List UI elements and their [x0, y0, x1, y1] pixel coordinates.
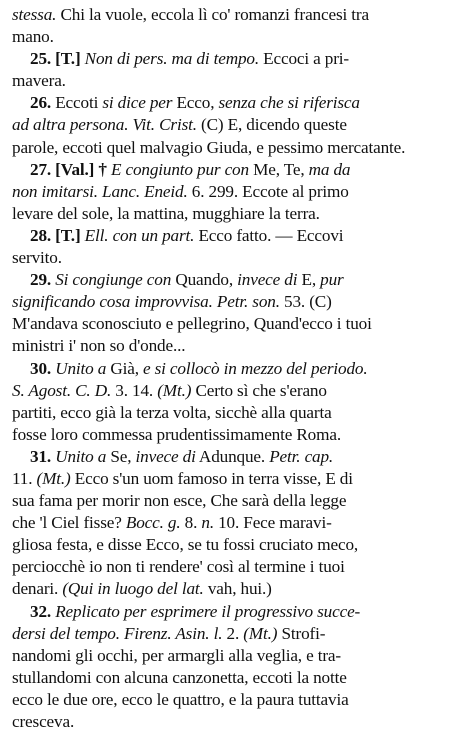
text-line: [12, 48, 457, 70]
italic-text: (Mt.): [243, 623, 278, 643]
italic-text: (Qui in luogo del lat.: [62, 579, 204, 599]
body-text: mano.: [12, 27, 54, 47]
italic-text: S. Agost. C. D.: [12, 380, 112, 400]
italic-text: (Mt.): [36, 468, 71, 488]
italic-text: non imitarsi. Lanc. Eneid.: [12, 181, 188, 201]
text-line: [12, 26, 457, 48]
italic-text: E congiunto pur con: [110, 159, 249, 179]
text-line: [12, 645, 457, 667]
entry-number: 32.: [30, 601, 56, 621]
body-text: perciocchè io non ti rendere' così al termine i tuoi: [12, 557, 345, 577]
body-text: ministri i' non so d'onde...: [12, 336, 186, 356]
body-text: Strofi-: [277, 623, 326, 643]
text-line: [12, 335, 457, 357]
body-text: levare del sole, la mattina, mugghiare la terra.: [12, 203, 320, 223]
text-line: [12, 380, 457, 402]
body-text: Eccoti: [51, 93, 103, 113]
body-text: che 'l Ciel fisse?: [12, 513, 126, 533]
body-text: E,: [297, 270, 321, 290]
text-line: [12, 601, 457, 623]
text-line: [12, 358, 457, 380]
text-line: [12, 512, 457, 534]
body-text: Ecco s'un uom famoso in terra visse, E di: [70, 468, 353, 488]
body-text: 8.: [180, 513, 202, 533]
body-text: ecco le due ore, ecco le quattro, e la paura tuttavia: [12, 689, 349, 709]
italic-text: ad altra persona. Vit. Crist.: [12, 115, 197, 135]
text-line: [12, 468, 457, 490]
italic-text: Unito a: [55, 446, 107, 466]
body-text: Ecco fatto. — Eccovi: [194, 225, 344, 245]
body-text: Chi la vuole, eccola lì co' romanzi francesi tra: [56, 5, 369, 24]
italic-text: n.: [201, 513, 214, 533]
entry-number: 31.: [30, 446, 56, 466]
italic-text: Unito a: [55, 358, 107, 378]
body-text: cresceva.: [12, 712, 75, 731]
body-text: Ecco,: [172, 93, 219, 113]
text-line: [12, 711, 457, 733]
body-text: Eccoci a pri-: [259, 49, 349, 69]
body-text: 53. (C): [279, 292, 332, 312]
italic-text: Bocc. g.: [125, 513, 181, 533]
body-text: stullandomi con alcuna canzonetta, eccoti la notte: [12, 667, 347, 687]
text-line: [12, 159, 457, 181]
body-text: 6. 299. Eccote al primo: [187, 181, 349, 201]
body-text: 10. Fece maravi-: [213, 513, 332, 533]
body-text: partiti, ecco già la terza volta, sicchè alla quarta: [12, 402, 332, 422]
italic-text: si dice per: [102, 93, 173, 113]
entry-number: 30.: [30, 358, 56, 378]
text-line: [12, 4, 457, 26]
text-line: [12, 114, 457, 136]
entry-number: 28. [T.]: [30, 225, 85, 245]
body-text: fosse loro commessa prudentissimamente Roma.: [12, 424, 341, 444]
italic-text: senza che si riferisca: [218, 93, 360, 113]
body-text: nandomi gli occhi, per armargli alla veglia, e tra-: [12, 645, 341, 665]
text-line: [12, 534, 457, 556]
body-text: M'andava sconosciuto e pellegrino, Quand'ecco i tuoi: [12, 314, 372, 334]
text-line: [12, 70, 457, 92]
italic-text: Replicato per esprimere il progressivo succe-: [55, 601, 361, 621]
body-text: Adunque.: [195, 446, 270, 466]
text-line: [12, 402, 457, 424]
entry-number: 25. [T.]: [30, 49, 85, 69]
italic-text: Si congiunge con: [55, 270, 172, 290]
text-line: [12, 92, 457, 114]
text-line: [12, 181, 457, 203]
body-text: Me, Te,: [248, 159, 309, 179]
body-text: vah, hui.): [203, 579, 272, 599]
body-text: sua fama per morir non esce, Che sarà della legge: [12, 491, 347, 511]
body-text: gliosa festa, e disse Ecco, se tu fossi cruciato meco,: [12, 535, 359, 555]
body-text: 3. 14.: [111, 380, 158, 400]
body-text: servito.: [12, 248, 62, 268]
italic-text: significando cosa improvvisa. Petr. son.: [12, 292, 280, 312]
text-line: [12, 490, 457, 512]
body-text: parole, eccoti quel malvagio Giuda, e pessimo mercatante.: [12, 137, 406, 157]
italic-text: Ell. con un part.: [84, 225, 195, 245]
entry-number: 26.: [30, 93, 52, 113]
body-text: 11.: [12, 468, 37, 488]
entry-number: 29.: [30, 270, 56, 290]
entry-number: 27. [Val.] †: [30, 159, 111, 179]
text-line: [12, 203, 457, 225]
italic-text: e si collocò in mezzo del periodo.: [143, 358, 368, 378]
italic-text: invece di: [135, 446, 196, 466]
text-line: [12, 446, 457, 468]
body-text: Se,: [106, 446, 136, 466]
text-line: [12, 291, 457, 313]
body-text: Quando,: [171, 270, 238, 290]
body-text: 2.: [222, 623, 244, 643]
body-text: denari.: [12, 579, 63, 599]
italic-text: (Mt.): [157, 380, 192, 400]
italic-text: pur: [320, 270, 344, 290]
italic-text: stessa.: [12, 5, 57, 24]
text-line: [12, 623, 457, 645]
text-line: [12, 247, 457, 269]
text-line: [12, 313, 457, 335]
italic-text: Petr. cap.: [269, 446, 334, 466]
italic-text: ma da: [308, 159, 351, 179]
text-line: [12, 578, 457, 600]
text-line: [12, 667, 457, 689]
italic-text: dersi del tempo. Firenz. Asin. l.: [12, 623, 223, 643]
body-text: (C) E, dicendo queste: [196, 115, 347, 135]
text-line: [12, 556, 457, 578]
body-text: Già,: [106, 358, 143, 378]
text-line: [12, 689, 457, 711]
text-line: [12, 225, 457, 247]
body-text: Certo sì che s'erano: [191, 380, 327, 400]
body-text: mavera.: [12, 71, 66, 91]
italic-text: Non di pers. ma di tempo.: [84, 49, 259, 69]
text-line: [12, 269, 457, 291]
text-line: [12, 424, 457, 446]
italic-text: invece di: [237, 270, 298, 290]
text-line: [12, 137, 457, 159]
